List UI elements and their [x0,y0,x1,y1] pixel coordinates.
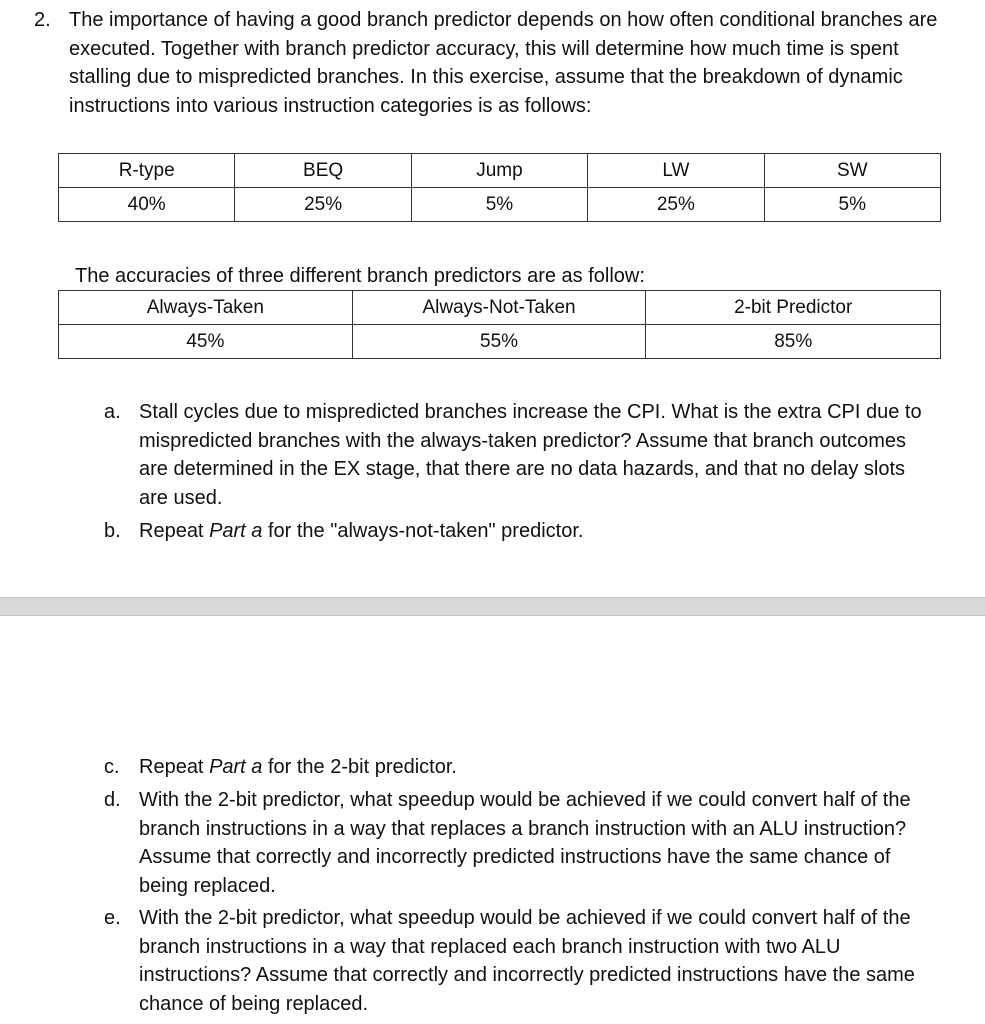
question-intro: The importance of having a good branch predictor depends on how often conditional branches are executed. Together with branch predictor accuracy, this will determine how much time is spent stalling due to mispredicted branches. In this exercise, assume that the breakdown of dynamic instructions into various instruction categories is as follows: [69,9,938,117]
table-header-cell: SW [764,154,940,188]
table-cell: 40% [59,188,235,222]
table-cell: 55% [352,325,646,359]
table-cell: 5% [764,188,940,222]
table-header-cell: Jump [411,154,587,188]
table-cell: 45% [59,325,353,359]
part-c-pre: Repeat [139,756,210,778]
table-cell: 85% [646,325,941,359]
part-e [104,904,934,1019]
table-header-cell: BEQ [235,154,411,188]
part-d-letter: d. [104,789,121,811]
table-cell: 5% [411,188,587,222]
part-b-letter: b. [104,520,121,542]
part-d-text: With the 2-bit predictor, what speedup would be achieved if we could convert half of the branch instructions in a way that replaces a branch instruction with an ALU instruction? Assume that correctly and incorrectly predicted instructions have the same chance of being replaced. [139,789,911,897]
table-header-cell: 2-bit Predictor [646,291,941,325]
part-c [104,753,934,783]
table-row [59,188,941,222]
table-row [59,325,941,359]
table-header-cell: R-type [59,154,235,188]
part-b-emphasis: Part a [209,520,263,542]
predictor-accuracy-table [58,290,941,359]
part-b [104,517,934,547]
part-a-letter: a. [104,401,121,423]
part-a [104,398,934,513]
part-c-letter: c. [104,756,120,778]
part-e-text: With the 2-bit predictor, what speedup would be achieved if we could convert half of the branch instructions in a way that replaced each branch instruction with two ALU instructions? Assume that correctly and incorrectly predicted instructions have the same chance of being replaced. [139,907,915,1015]
part-d [104,786,934,901]
table-header-row [59,154,941,188]
table-header-cell: Always-Taken [59,291,353,325]
question-number: 2. [34,9,51,31]
part-e-letter: e. [104,907,121,929]
part-c-post: for the 2-bit predictor. [262,756,457,778]
part-b-text [139,517,583,546]
part-c-emphasis: Part a [209,756,263,778]
table-header-cell: LW [588,154,764,188]
instruction-breakdown-table [58,153,941,222]
part-b-post: for the "always-not-taken" predictor. [262,520,584,542]
part-c-text [139,753,457,782]
table-cell: 25% [235,188,411,222]
page-separator [0,597,985,616]
part-a-text: Stall cycles due to mispredicted branches increase the CPI. What is the extra CPI due to mispredicted branches with the always-taken predictor? Assume that branch outcomes are determined in the EX stage, that there are no data hazards, and that no delay slots are used. [139,401,922,509]
table-cell: 25% [588,188,764,222]
table-header-cell: Always-Not-Taken [352,291,646,325]
table-header-row [59,291,941,325]
accuracy-intro: The accuracies of three different branch predictors are as follow: [75,265,645,287]
part-b-pre: Repeat [139,520,210,542]
